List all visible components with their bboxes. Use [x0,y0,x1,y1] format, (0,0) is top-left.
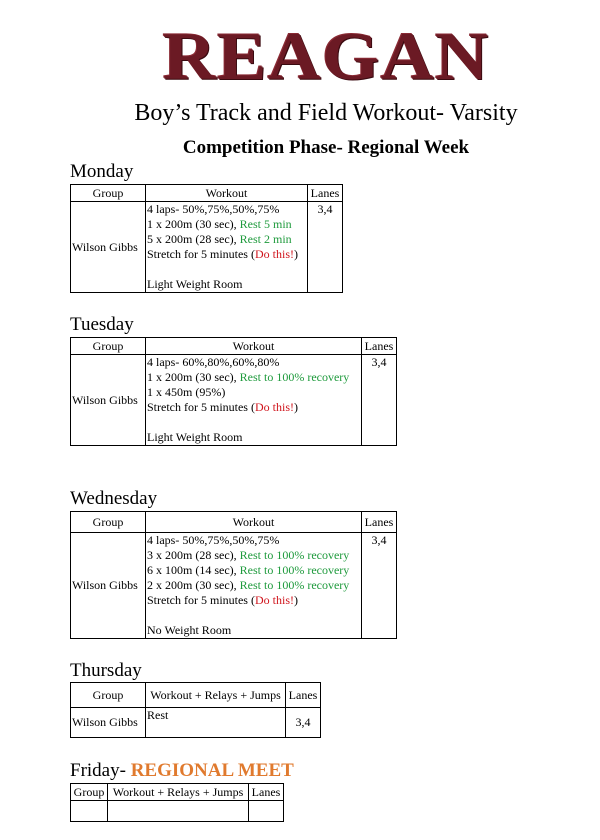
header-group: Group [71,683,146,708]
header-workout: Workout + Relays + Jumps [146,683,286,708]
header-lanes: Lanes [362,338,397,355]
friday-label: Friday- [70,760,131,781]
day-heading-wednesday: Wednesday [70,488,158,509]
table-row [71,708,321,738]
table-header-row [71,512,397,533]
day-heading-tuesday: Tuesday [70,314,134,335]
emphasis-note: Do this! [254,247,294,261]
document-title: Boy’s Track and Field Workout- Varsity [134,100,518,126]
lanes-cell: 3,4 [308,202,343,293]
group-cell: Wilson Gibbs [71,202,146,293]
day-heading-monday: Monday [70,161,134,182]
header-group: Group [71,338,146,355]
header-group: Group [71,512,146,533]
lanes-cell: 3,4 [362,533,397,639]
rest-note: Rest to 100% recovery [239,370,350,384]
table-row [71,533,397,639]
rest-note: Rest to 100% recovery [239,578,350,592]
rest-note: Rest to 100% recovery [239,563,350,577]
workout-line: 5 x 200m (28 sec), Rest 2 min [147,232,292,246]
workout-line: 1 x 200m (30 sec), Rest to 100% recovery [147,370,350,384]
rest-note: Rest 5 min [239,217,292,231]
workout-cell [146,533,362,639]
header-lanes: Lanes [362,512,397,533]
day-heading-friday [70,760,294,782]
day-heading-thursday: Thursday [70,660,142,681]
workout-table-thursday [70,682,321,738]
header-workout: Workout [146,512,362,533]
workout-line-blank [147,262,306,277]
workout-line: Light Weight Room [147,430,243,444]
workout-line: 3 x 200m (28 sec), Rest to 100% recovery [147,548,350,562]
table-header-row [71,338,397,355]
workout-line: 1 x 200m (30 sec), Rest 5 min [147,217,292,231]
workout-line-blank [147,415,360,430]
workout-cell [108,801,249,822]
emphasis-note: Do this! [254,400,294,414]
workout-line: 4 laps- 60%,80%,60%,80% [147,355,280,369]
table-header-row [71,683,321,708]
workout-line-blank [147,608,360,623]
workout-line: 2 x 200m (30 sec), Rest to 100% recovery [147,578,350,592]
workout-line: Stretch for 5 minutes (Do this!) [147,593,298,607]
table-row [71,202,343,293]
emphasis-note: Do this! [254,593,294,607]
workout-line: 6 x 100m (14 sec), Rest to 100% recovery [147,563,350,577]
workout-line: No Weight Room [147,623,232,637]
header-lanes: Lanes [308,185,343,202]
header-group: Group [71,185,146,202]
header-lanes: Lanes [286,683,321,708]
reagan-logo [162,14,490,100]
rest-note: Rest 2 min [239,232,292,246]
table-header-row [71,185,343,202]
workout-cell: Rest [146,708,286,738]
table-row [71,801,284,822]
workout-line: Light Weight Room [147,277,243,291]
workout-line: Stretch for 5 minutes (Do this!) [147,400,298,414]
group-cell: Wilson Gibbs [71,533,146,639]
workout-table-tuesday [70,337,397,446]
logo-text: REAGAN [162,19,490,95]
workout-line: 1 x 450m (95%) [147,385,226,399]
table-row [71,355,397,446]
header-lanes: Lanes [249,784,284,801]
workout-line: Stretch for 5 minutes (Do this!) [147,247,298,261]
lanes-cell: 3,4 [286,708,321,738]
group-cell: Wilson Gibbs [71,708,146,738]
header-workout: Workout [146,338,362,355]
table-header-row [71,784,284,801]
header-workout: Workout [146,185,308,202]
rest-note: Rest to 100% recovery [239,548,350,562]
workout-line: 4 laps- 50%,75%,50%,75% [147,533,280,547]
workout-table-monday [70,184,343,293]
document-subtitle: Competition Phase- Regional Week [182,137,470,158]
workout-line: 4 laps- 50%,75%,50%,75% [147,202,280,216]
regional-meet-label: REGIONAL MEET [130,760,294,781]
workout-table-friday [70,783,284,822]
header-group: Group [71,784,108,801]
header-workout: Workout + Relays + Jumps [108,784,249,801]
workout-cell [146,355,362,446]
group-cell [71,801,108,822]
workout-cell [146,202,308,293]
lanes-cell [249,801,284,822]
lanes-cell: 3,4 [362,355,397,446]
group-cell: Wilson Gibbs [71,355,146,446]
workout-table-wednesday [70,511,397,639]
